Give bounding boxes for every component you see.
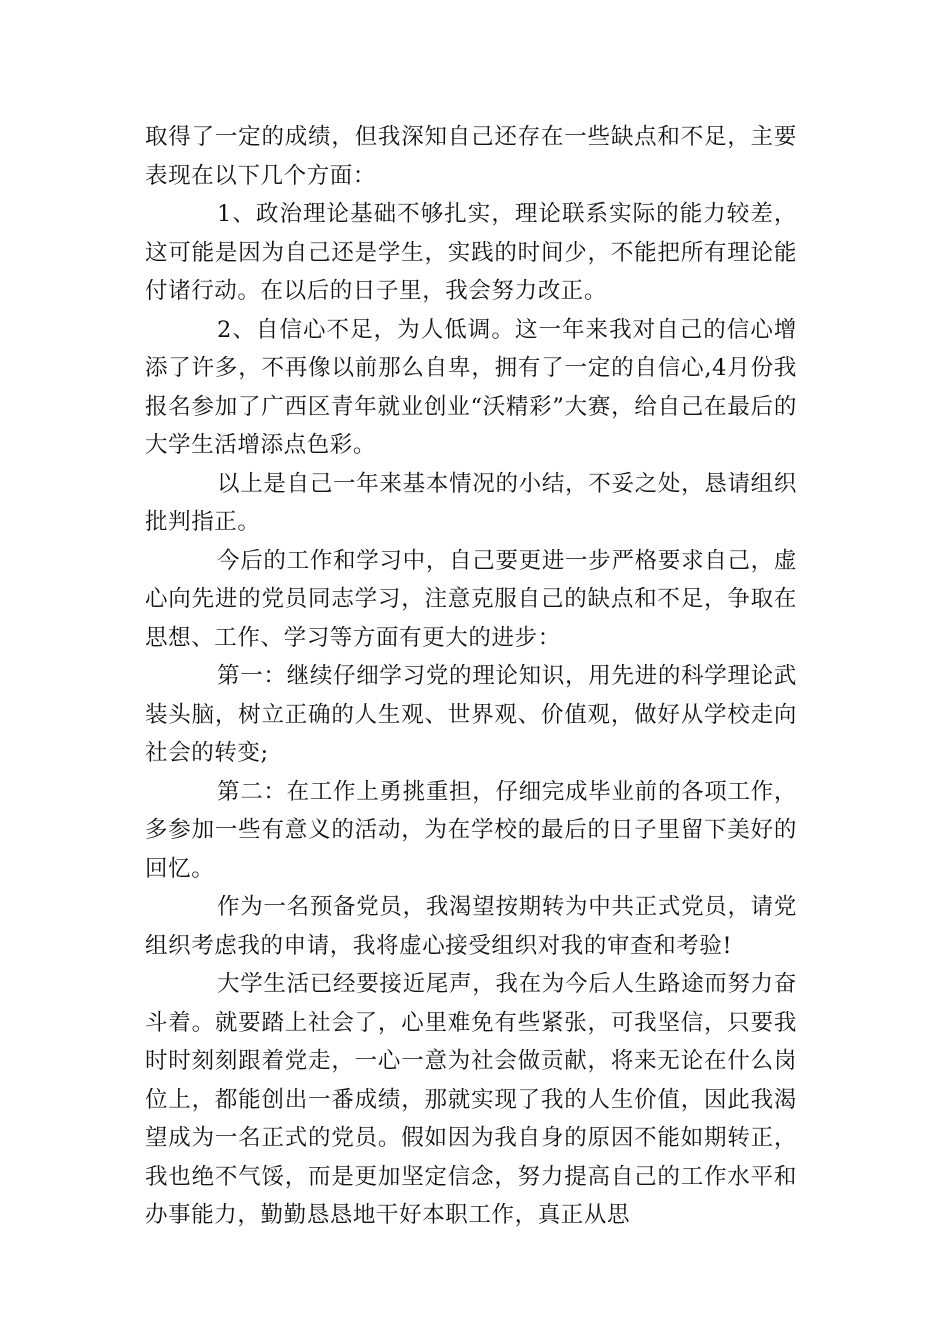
paragraph-application: 作为一名预备党员，我渴望按期转为中共正式党员，请党组织考虑我的申请，我将虚心接受组织对我的审查和考验!: [145, 894, 797, 959]
document-page: [145, 118, 797, 1235]
paragraph-conclusion: 大学生活已经要接近尾声，我在为今后人生路途而努力奋斗着。就要踏上社会了，心里难免有些紧张，可我坚信，只要我时时刻刻跟着党走，一心一意为社会做贡献，将来无论在什么岗位上，都能创出一番成绩，那就实现了我的人生价值，因此我渴望成为一名正式的党员。假如因为我自身的原因不能如期转正，我也绝不气馁，而是更加坚定信念，努力提高自己的工作水平和办事能力，勤勤恳恳地干好本职工作，真正从思: [145, 971, 797, 1228]
paragraph-future-plan: 今后的工作和学习中，自己要更进一步严格要求自己，虚心向先进的党员同志学习，注意克服自己的缺点和不足，争取在思想、工作、学习等方面有更大的进步：: [145, 547, 797, 651]
paragraph-point-2: 2、自信心不足，为人低调。这一年来我对自己的信心增添了许多，不再像以前那么自卑，拥有了一定的自信心,4月份我报名参加了广西区青年就业创业“沃精彩”大赛，给自己在最后的大学生活增添点色彩。: [145, 316, 797, 458]
paragraph-second: 第二：在工作上勇挑重担，仔细完成毕业前的各项工作，多参加一些有意义的活动，为在学校的最后的日子里留下美好的回忆。: [145, 778, 797, 882]
paragraph-point-1: 1、政治理论基础不够扎实，理论联系实际的能力较差，这可能是因为自己还是学生，实践的时间少，不能把所有理论能付诸行动。在以后的日子里，我会努力改正。: [145, 201, 797, 304]
paragraph-continuation: 取得了一定的成绩，但我深知自己还存在一些缺点和不足，主要表现在以下几个方面：: [145, 124, 797, 189]
paragraph-first: 第一：继续仔细学习党的理论知识，用先进的科学理论武装头脑，树立正确的人生观、世界观、价值观，做好从学校走向社会的转变;: [145, 663, 797, 766]
paragraph-summary: 以上是自己一年来基本情况的小结，不妥之处，恳请组织批判指正。: [145, 470, 797, 535]
